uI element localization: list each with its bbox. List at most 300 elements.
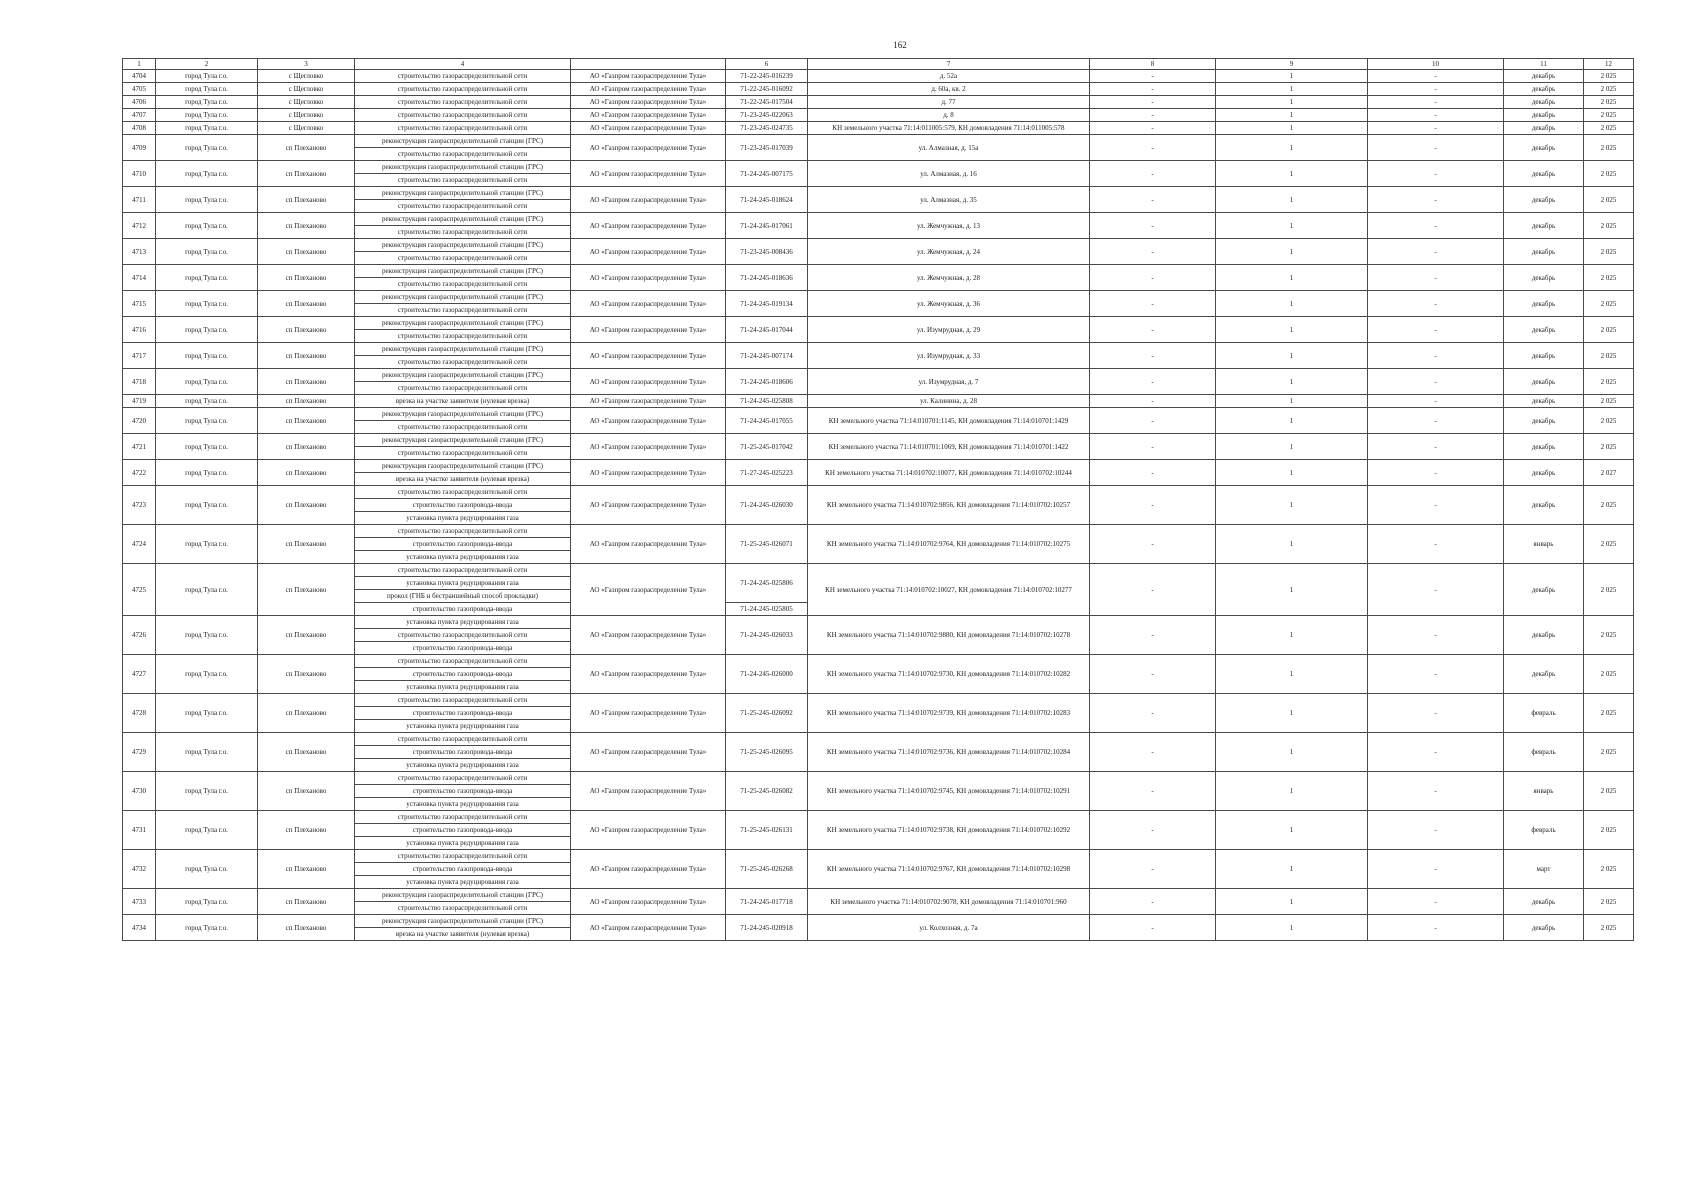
cell-settlement: с Щегловко <box>258 83 355 96</box>
cell-city: город Тула г.о. <box>156 317 258 343</box>
cell-col-9: 1 <box>1216 434 1368 460</box>
cell-settlement: сп Плеханово <box>258 187 355 213</box>
cell-settlement: сп Плеханово <box>258 135 355 161</box>
cell-address: КН земельного участка 71:14:010702:9078, КН домовладения 71:14:010701:960 <box>808 889 1090 915</box>
cell-col-8: - <box>1090 525 1216 564</box>
cell-col-10: - <box>1368 733 1504 772</box>
register-table <box>122 58 1634 941</box>
cell-month: декабрь <box>1504 434 1584 460</box>
table-row <box>123 564 1634 577</box>
table-row <box>123 616 1634 629</box>
cell-address: ул. Изумрудная, д. 7 <box>808 369 1090 395</box>
col-header: 9 <box>1216 59 1368 70</box>
cell-year: 2 025 <box>1584 135 1634 161</box>
cell-address: КН земельного участка 71:14:010702:9736, КН домовладения 71:14:010702:10284 <box>808 733 1090 772</box>
cell-settlement: сп Плеханово <box>258 161 355 187</box>
cell-city: город Тула г.о. <box>156 239 258 265</box>
cell-col-9: 1 <box>1216 460 1368 486</box>
cell-month: декабрь <box>1504 109 1584 122</box>
table-row <box>123 83 1634 96</box>
cell-number: 4707 <box>123 109 156 122</box>
cell-col-9: 1 <box>1216 239 1368 265</box>
cell-organization: АО «Газпром газораспределение Тула» <box>571 187 726 213</box>
cell-work-type: реконструкция газораспределительной станции (ГРС) <box>355 317 571 330</box>
cell-col-8: - <box>1090 70 1216 83</box>
cell-col-10: - <box>1368 616 1504 655</box>
cell-request-code: 71-24-245-025805 <box>726 603 808 616</box>
table-row <box>123 486 1634 499</box>
cell-year: 2 025 <box>1584 733 1634 772</box>
cell-settlement: сп Плеханово <box>258 408 355 434</box>
cell-col-10: - <box>1368 109 1504 122</box>
cell-request-code: 71-24-245-026033 <box>726 616 808 655</box>
cell-address: ул. Калинина, д. 28 <box>808 395 1090 408</box>
cell-month: январь <box>1504 772 1584 811</box>
cell-work-type: строительство газопровода-ввода <box>355 499 571 512</box>
cell-number: 4715 <box>123 291 156 317</box>
cell-col-10: - <box>1368 317 1504 343</box>
cell-work-type: строительство газораспределительной сети <box>355 811 571 824</box>
cell-work-type: строительство газораспределительной сети <box>355 447 571 460</box>
cell-col-10: - <box>1368 434 1504 460</box>
cell-number: 4709 <box>123 135 156 161</box>
cell-settlement: сп Плеханово <box>258 213 355 239</box>
cell-work-type: строительство газораспределительной сети <box>355 200 571 213</box>
cell-request-code: 71-24-245-018624 <box>726 187 808 213</box>
cell-number: 4706 <box>123 96 156 109</box>
page-number: 162 <box>893 40 907 50</box>
col-header: 6 <box>726 59 808 70</box>
cell-work-type: прокол (ГНБ и бестраншейный способ прокладки) <box>355 590 571 603</box>
cell-address: ул. Алмазная, д. 15а <box>808 135 1090 161</box>
cell-year: 2 025 <box>1584 96 1634 109</box>
cell-organization: АО «Газпром газораспределение Тула» <box>571 369 726 395</box>
cell-col-10: - <box>1368 83 1504 96</box>
cell-col-10: - <box>1368 187 1504 213</box>
cell-work-type: строительство газораспределительной сети <box>355 421 571 434</box>
cell-address: КН земельного участка 71:14:010702:10027, КН домовладения 71:14:010702:10277 <box>808 564 1090 616</box>
cell-address: КН земельного участка 71:14:010702:9738, КН домовладения 71:14:010702:10292 <box>808 811 1090 850</box>
cell-organization: АО «Газпром газораспределение Тула» <box>571 122 726 135</box>
table-row <box>123 811 1634 824</box>
cell-request-code: 71-25-245-017042 <box>726 434 808 460</box>
cell-work-type: реконструкция газораспределительной станции (ГРС) <box>355 408 571 421</box>
cell-year: 2 025 <box>1584 525 1634 564</box>
cell-month: декабрь <box>1504 239 1584 265</box>
cell-col-9: 1 <box>1216 915 1368 941</box>
cell-col-9: 1 <box>1216 109 1368 122</box>
cell-organization: АО «Газпром газораспределение Тула» <box>571 408 726 434</box>
cell-request-code: 71-24-245-017044 <box>726 317 808 343</box>
cell-organization: АО «Газпром газораспределение Тула» <box>571 811 726 850</box>
cell-col-9: 1 <box>1216 317 1368 343</box>
cell-month: декабрь <box>1504 486 1584 525</box>
cell-settlement: сп Плеханово <box>258 239 355 265</box>
cell-col-9: 1 <box>1216 408 1368 434</box>
cell-address: ул. Изумрудная, д. 29 <box>808 317 1090 343</box>
cell-year: 2 025 <box>1584 317 1634 343</box>
cell-address: д. 52а <box>808 70 1090 83</box>
cell-request-code: 71-24-245-018636 <box>726 265 808 291</box>
cell-settlement: сп Плеханово <box>258 564 355 616</box>
cell-col-8: - <box>1090 655 1216 694</box>
cell-city: город Тула г.о. <box>156 369 258 395</box>
cell-settlement: сп Плеханово <box>258 772 355 811</box>
cell-organization: АО «Газпром газораспределение Тула» <box>571 395 726 408</box>
cell-address: ул. Алмазная, д. 35 <box>808 187 1090 213</box>
cell-work-type: реконструкция газораспределительной станции (ГРС) <box>355 291 571 304</box>
cell-work-type: строительство газопровода-ввода <box>355 603 571 616</box>
cell-address: КН земельного участка 71:14:011005:579, КН домовладения 71:14:011005:578 <box>808 122 1090 135</box>
cell-work-type: реконструкция газораспределительной станции (ГРС) <box>355 434 571 447</box>
cell-city: город Тула г.о. <box>156 616 258 655</box>
cell-address: д. 77 <box>808 96 1090 109</box>
column-number-row <box>123 59 1634 70</box>
cell-work-type: установка пункта редуцирования газа <box>355 759 571 772</box>
cell-col-8: - <box>1090 564 1216 616</box>
col-header: 12 <box>1584 59 1634 70</box>
cell-col-8: - <box>1090 265 1216 291</box>
cell-settlement: с Щегловко <box>258 70 355 83</box>
cell-col-10: - <box>1368 564 1504 616</box>
cell-request-code: 71-24-245-026000 <box>726 655 808 694</box>
cell-settlement: с Щегловко <box>258 122 355 135</box>
cell-organization: АО «Газпром газораспределение Тула» <box>571 655 726 694</box>
table-row <box>123 408 1634 421</box>
cell-work-type: установка пункта редуцирования газа <box>355 577 571 590</box>
cell-settlement: сп Плеханово <box>258 694 355 733</box>
cell-year: 2 025 <box>1584 291 1634 317</box>
cell-col-10: - <box>1368 343 1504 369</box>
cell-address: КН земельного участка 71:14:010702:9764, КН домовладения 71:14:010702:10275 <box>808 525 1090 564</box>
cell-col-9: 1 <box>1216 265 1368 291</box>
cell-organization: АО «Газпром газораспределение Тула» <box>571 915 726 941</box>
cell-col-10: - <box>1368 70 1504 83</box>
cell-work-type: строительство газораспределительной сети <box>355 902 571 915</box>
cell-col-9: 1 <box>1216 83 1368 96</box>
cell-request-code: 71-22-245-016092 <box>726 83 808 96</box>
table-row <box>123 915 1634 928</box>
cell-address: КН земельного участка 71:14:010702:9856, КН домовладения 71:14:010702:10257 <box>808 486 1090 525</box>
cell-organization: АО «Газпром газораспределение Тула» <box>571 317 726 343</box>
cell-col-8: - <box>1090 616 1216 655</box>
cell-city: город Тула г.о. <box>156 161 258 187</box>
cell-settlement: сп Плеханово <box>258 486 355 525</box>
cell-number: 4714 <box>123 265 156 291</box>
cell-settlement: сп Плеханово <box>258 616 355 655</box>
cell-number: 4717 <box>123 343 156 369</box>
cell-work-type: реконструкция газораспределительной станции (ГРС) <box>355 213 571 226</box>
cell-col-9: 1 <box>1216 811 1368 850</box>
table-row <box>123 434 1634 447</box>
cell-request-code: 71-23-245-024735 <box>726 122 808 135</box>
cell-col-9: 1 <box>1216 213 1368 239</box>
cell-request-code: 71-25-245-026095 <box>726 733 808 772</box>
cell-col-9: 1 <box>1216 733 1368 772</box>
cell-month: декабрь <box>1504 655 1584 694</box>
cell-month: март <box>1504 850 1584 889</box>
cell-organization: АО «Газпром газораспределение Тула» <box>571 109 726 122</box>
table-row <box>123 161 1634 174</box>
cell-col-10: - <box>1368 655 1504 694</box>
table-row <box>123 122 1634 135</box>
cell-organization: АО «Газпром газораспределение Тула» <box>571 83 726 96</box>
cell-year: 2 025 <box>1584 408 1634 434</box>
cell-work-type: строительство газораспределительной сети <box>355 772 571 785</box>
cell-col-8: - <box>1090 850 1216 889</box>
cell-work-type: строительство газораспределительной сети <box>355 304 571 317</box>
cell-work-type: строительство газораспределительной сети <box>355 83 571 96</box>
cell-year: 2 025 <box>1584 486 1634 525</box>
cell-number: 4726 <box>123 616 156 655</box>
cell-year: 2 025 <box>1584 369 1634 395</box>
cell-number: 4705 <box>123 83 156 96</box>
cell-number: 4724 <box>123 525 156 564</box>
cell-col-10: - <box>1368 135 1504 161</box>
cell-col-10: - <box>1368 694 1504 733</box>
cell-work-type: строительство газораспределительной сети <box>355 330 571 343</box>
cell-city: город Тула г.о. <box>156 408 258 434</box>
cell-number: 4723 <box>123 486 156 525</box>
cell-number: 4712 <box>123 213 156 239</box>
table-row <box>123 395 1634 408</box>
cell-city: город Тула г.о. <box>156 525 258 564</box>
cell-request-code: 71-24-245-025808 <box>726 395 808 408</box>
cell-work-type: строительство газопровода-ввода <box>355 707 571 720</box>
cell-month: декабрь <box>1504 317 1584 343</box>
cell-work-type: установка пункта редуцирования газа <box>355 616 571 629</box>
cell-organization: АО «Газпром газораспределение Тула» <box>571 525 726 564</box>
cell-year: 2 025 <box>1584 655 1634 694</box>
cell-month: декабрь <box>1504 70 1584 83</box>
cell-year: 2 025 <box>1584 850 1634 889</box>
cell-col-8: - <box>1090 408 1216 434</box>
cell-city: город Тула г.о. <box>156 291 258 317</box>
cell-request-code: 71-24-245-018606 <box>726 369 808 395</box>
cell-city: город Тула г.о. <box>156 460 258 486</box>
cell-organization: АО «Газпром газораспределение Тула» <box>571 460 726 486</box>
cell-col-9: 1 <box>1216 486 1368 525</box>
cell-address: ул. Жемчужная, д. 13 <box>808 213 1090 239</box>
cell-settlement: с Щегловко <box>258 109 355 122</box>
cell-number: 4713 <box>123 239 156 265</box>
cell-col-8: - <box>1090 317 1216 343</box>
cell-address: ул. Жемчужная, д. 36 <box>808 291 1090 317</box>
cell-col-8: - <box>1090 161 1216 187</box>
cell-address: ул. Алмазная, д. 16 <box>808 161 1090 187</box>
cell-col-9: 1 <box>1216 395 1368 408</box>
cell-request-code: 71-23-245-017039 <box>726 135 808 161</box>
cell-month: декабрь <box>1504 889 1584 915</box>
cell-col-10: - <box>1368 915 1504 941</box>
cell-organization: АО «Газпром газораспределение Тула» <box>571 850 726 889</box>
cell-settlement: сп Плеханово <box>258 460 355 486</box>
cell-number: 4728 <box>123 694 156 733</box>
cell-col-8: - <box>1090 291 1216 317</box>
cell-col-9: 1 <box>1216 655 1368 694</box>
cell-city: город Тула г.о. <box>156 70 258 83</box>
cell-col-10: - <box>1368 213 1504 239</box>
cell-city: город Тула г.о. <box>156 83 258 96</box>
cell-city: город Тула г.о. <box>156 694 258 733</box>
cell-organization: АО «Газпром газораспределение Тула» <box>571 772 726 811</box>
cell-city: город Тула г.о. <box>156 434 258 460</box>
cell-number: 4725 <box>123 564 156 616</box>
cell-request-code: 71-22-245-017504 <box>726 96 808 109</box>
cell-work-type: строительство газопровода-ввода <box>355 863 571 876</box>
cell-request-code: 71-25-245-026268 <box>726 850 808 889</box>
cell-col-8: - <box>1090 135 1216 161</box>
cell-work-type: реконструкция газораспределительной станции (ГРС) <box>355 460 571 473</box>
cell-year: 2 025 <box>1584 187 1634 213</box>
cell-number: 4704 <box>123 70 156 83</box>
col-header: 10 <box>1368 59 1504 70</box>
cell-year: 2 025 <box>1584 616 1634 655</box>
cell-organization: АО «Газпром газораспределение Тула» <box>571 889 726 915</box>
cell-col-8: - <box>1090 83 1216 96</box>
cell-col-10: - <box>1368 811 1504 850</box>
table-row <box>123 889 1634 902</box>
cell-col-10: - <box>1368 486 1504 525</box>
cell-year: 2 025 <box>1584 889 1634 915</box>
cell-col-10: - <box>1368 408 1504 434</box>
cell-organization: АО «Газпром газораспределение Тула» <box>571 486 726 525</box>
cell-col-10: - <box>1368 161 1504 187</box>
cell-settlement: с Щегловко <box>258 96 355 109</box>
cell-month: декабрь <box>1504 395 1584 408</box>
cell-year: 2 025 <box>1584 109 1634 122</box>
cell-city: город Тула г.о. <box>156 96 258 109</box>
cell-organization: АО «Газпром газораспределение Тула» <box>571 291 726 317</box>
cell-col-9: 1 <box>1216 343 1368 369</box>
cell-address: КН земельного участка 71:14:010701:1145, КН домовладения 71:14:010701:1429 <box>808 408 1090 434</box>
cell-work-type: врезка на участке заявителя (нулевая врезка) <box>355 928 571 941</box>
cell-city: город Тула г.о. <box>156 265 258 291</box>
cell-col-9: 1 <box>1216 850 1368 889</box>
cell-work-type: строительство газораспределительной сети <box>355 629 571 642</box>
cell-organization: АО «Газпром газораспределение Тула» <box>571 616 726 655</box>
cell-address: КН земельного участка 71:14:010702:9880, КН домовладения 71:14:010702:10278 <box>808 616 1090 655</box>
cell-work-type: строительство газораспределительной сети <box>355 694 571 707</box>
col-header <box>571 59 726 70</box>
cell-request-code: 71-25-245-026082 <box>726 772 808 811</box>
cell-organization: АО «Газпром газораспределение Тула» <box>571 343 726 369</box>
cell-address: д. 8 <box>808 109 1090 122</box>
cell-number: 4722 <box>123 460 156 486</box>
cell-col-10: - <box>1368 889 1504 915</box>
cell-city: город Тула г.о. <box>156 733 258 772</box>
cell-col-8: - <box>1090 122 1216 135</box>
cell-settlement: сп Плеханово <box>258 369 355 395</box>
cell-work-type: врезка на участке заявителя (нулевая врезка) <box>355 473 571 486</box>
cell-work-type: строительство газораспределительной сети <box>355 733 571 746</box>
cell-col-8: - <box>1090 915 1216 941</box>
cell-number: 4718 <box>123 369 156 395</box>
cell-year: 2 025 <box>1584 161 1634 187</box>
cell-col-9: 1 <box>1216 889 1368 915</box>
cell-year: 2 025 <box>1584 772 1634 811</box>
cell-col-10: - <box>1368 265 1504 291</box>
cell-col-8: - <box>1090 109 1216 122</box>
cell-col-9: 1 <box>1216 369 1368 395</box>
cell-organization: АО «Газпром газораспределение Тула» <box>571 239 726 265</box>
cell-request-code: 71-24-245-025806 <box>726 564 808 603</box>
cell-work-type: строительство газопровода-ввода <box>355 785 571 798</box>
cell-col-8: - <box>1090 369 1216 395</box>
cell-col-9: 1 <box>1216 135 1368 161</box>
cell-number: 4711 <box>123 187 156 213</box>
table-row <box>123 317 1634 330</box>
cell-city: город Тула г.о. <box>156 135 258 161</box>
cell-request-code: 71-24-245-020918 <box>726 915 808 941</box>
cell-address: КН земельного участка 71:14:010701:1069, КН домовладения 71:14:010701:1422 <box>808 434 1090 460</box>
cell-address: КН земельного участка 71:14:010702:9739, КН домовладения 71:14:010702:10283 <box>808 694 1090 733</box>
cell-work-type: строительство газораспределительной сети <box>355 525 571 538</box>
col-header: 2 <box>156 59 258 70</box>
cell-col-8: - <box>1090 772 1216 811</box>
table-row <box>123 265 1634 278</box>
cell-work-type: установка пункта редуцирования газа <box>355 551 571 564</box>
cell-work-type: реконструкция газораспределительной станции (ГРС) <box>355 265 571 278</box>
cell-year: 2 027 <box>1584 460 1634 486</box>
cell-request-code: 71-25-245-026071 <box>726 525 808 564</box>
cell-work-type: установка пункта редуцирования газа <box>355 512 571 525</box>
cell-year: 2 025 <box>1584 343 1634 369</box>
cell-col-9: 1 <box>1216 161 1368 187</box>
cell-work-type: реконструкция газораспределительной станции (ГРС) <box>355 135 571 148</box>
cell-work-type: строительство газораспределительной сети <box>355 486 571 499</box>
cell-col-10: - <box>1368 96 1504 109</box>
cell-settlement: сп Плеханово <box>258 811 355 850</box>
cell-work-type: строительство газораспределительной сети <box>355 850 571 863</box>
cell-col-10: - <box>1368 460 1504 486</box>
cell-col-9: 1 <box>1216 70 1368 83</box>
cell-col-10: - <box>1368 369 1504 395</box>
cell-work-type: установка пункта редуцирования газа <box>355 798 571 811</box>
cell-month: декабрь <box>1504 408 1584 434</box>
cell-city: город Тула г.о. <box>156 486 258 525</box>
cell-work-type: строительство газораспределительной сети <box>355 70 571 83</box>
cell-number: 4708 <box>123 122 156 135</box>
cell-request-code: 71-23-245-008436 <box>726 239 808 265</box>
cell-work-type: строительство газопровода-ввода <box>355 824 571 837</box>
cell-col-9: 1 <box>1216 187 1368 213</box>
cell-work-type: реконструкция газораспределительной станции (ГРС) <box>355 889 571 902</box>
cell-request-code: 71-24-245-007174 <box>726 343 808 369</box>
cell-city: город Тула г.о. <box>156 213 258 239</box>
cell-col-8: - <box>1090 694 1216 733</box>
cell-work-type: установка пункта редуцирования газа <box>355 681 571 694</box>
table-row <box>123 213 1634 226</box>
cell-request-code: 71-24-245-007175 <box>726 161 808 187</box>
cell-col-8: - <box>1090 96 1216 109</box>
cell-month: февраль <box>1504 694 1584 733</box>
cell-organization: АО «Газпром газораспределение Тула» <box>571 135 726 161</box>
cell-number: 4710 <box>123 161 156 187</box>
cell-address: КН земельного участка 71:14:010702:9730, КН домовладения 71:14:010702:10282 <box>808 655 1090 694</box>
cell-work-type: строительство газопровода-ввода <box>355 642 571 655</box>
cell-city: город Тула г.о. <box>156 889 258 915</box>
cell-col-9: 1 <box>1216 616 1368 655</box>
cell-request-code: 71-25-245-026131 <box>726 811 808 850</box>
cell-month: декабрь <box>1504 291 1584 317</box>
cell-year: 2 025 <box>1584 564 1634 616</box>
cell-settlement: сп Плеханово <box>258 434 355 460</box>
cell-col-8: - <box>1090 395 1216 408</box>
cell-year: 2 025 <box>1584 83 1634 96</box>
cell-settlement: сп Плеханово <box>258 915 355 941</box>
cell-month: декабрь <box>1504 265 1584 291</box>
